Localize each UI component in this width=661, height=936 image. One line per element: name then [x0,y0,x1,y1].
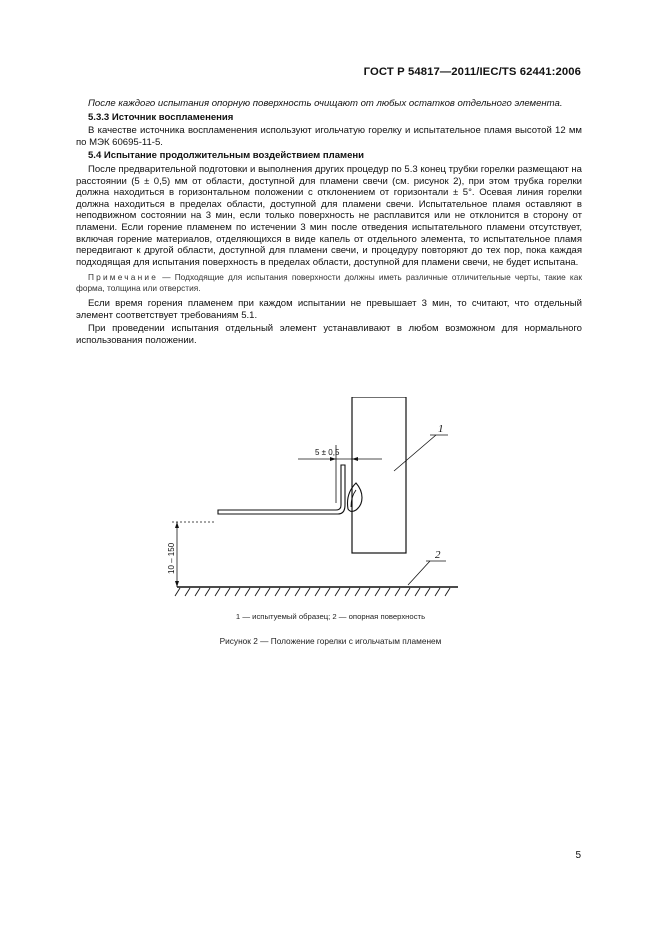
section-5-3-3-text: В качестве источника воспламенения используют игольчатую горелку и испытательное пламя высотой 12 мм по МЭК 60695-11-5. [76,125,582,148]
test-specimen [352,397,406,553]
needle-flame [347,483,362,511]
document-header: ГОСТ Р 54817—2011/IEC/TS 62441:2006 [363,66,581,78]
figure-caption: Рисунок 2 — Положение горелки с игольчатым пламенем [219,636,442,646]
body-text [76,98,582,349]
figure-burner-position [150,397,480,607]
burner-tube [218,465,345,514]
leader-2 [408,561,430,585]
paragraph-after-test: После каждого испытания опорную поверхность очищают от любых остатков отдельного элемента. [88,98,563,109]
page-number: 5 [575,850,581,861]
dim-arrow-left [330,457,336,461]
dim-height-arrow-top [175,522,179,528]
dim-height-label: 10 – 150 [167,542,176,574]
note [76,272,582,293]
figure-legend: 1 — испытуемый образец; 2 — опорная поверхность [235,612,426,621]
note-text: — Подходящие для испытания поверхности должны иметь различные отличительные черты, такие как форма, толщина или отверстия. [76,272,582,293]
paragraph-position: При проведении испытания отдельный элемент устанавливают в любом возможном для нормального использования положении. [76,323,582,346]
leader-1 [394,435,436,471]
label-1: 1 [438,423,444,435]
label-2: 2 [435,549,441,561]
dim-gap-label: 5 ± 0,5 [315,448,340,457]
dim-arrow-right [352,457,358,461]
dim-height-arrow-bottom [175,581,179,587]
section-5-3-3-title: 5.3.3 Источник воспламенения [88,111,234,123]
paragraph-burn-time: Если время горения пламенем при каждом испытании не превышает 3 мин, то считают, что отдельный элемент соответствует требованиям 5.1. [76,298,582,321]
note-label: Примечание [88,272,159,283]
support-surface-hatching [175,588,450,596]
section-5-4-title: 5.4 Испытание продолжительным воздействием пламени [88,150,365,162]
section-5-4-text: После предварительной подготовки и выполнения других процедур по 5.3 конец трубки горелки размещают на расстоянии (5 ± 0,5) мм от области, доступной для пламени свечи (см. рисунок 2), при этом трубка горелки должна находиться в горизонтальном положении с отклонением от горизонтали ± 5°. Осевая линия горелки должна находиться в пределах области, доступной для пламени свечи. Испытательное пламя оставляют в неподвижном состоянии на 3 мин, если только поверхность не расплавится или не отклонится в сторону от пламени. Если горение пламенем по истечении 3 мин после отведения испытательного пламени отсутствует, включая горение материалов, отделяющихся в виде капель от отдельного элемента, то испытательное пламя передвигают к другой области, доступной для пламени свечи, и процедуру повторяют до тех пор, пока каждая подходящая для испытания поверхность в пределах области, доступной для пламени свечи, не будет испытана. [76,163,582,268]
